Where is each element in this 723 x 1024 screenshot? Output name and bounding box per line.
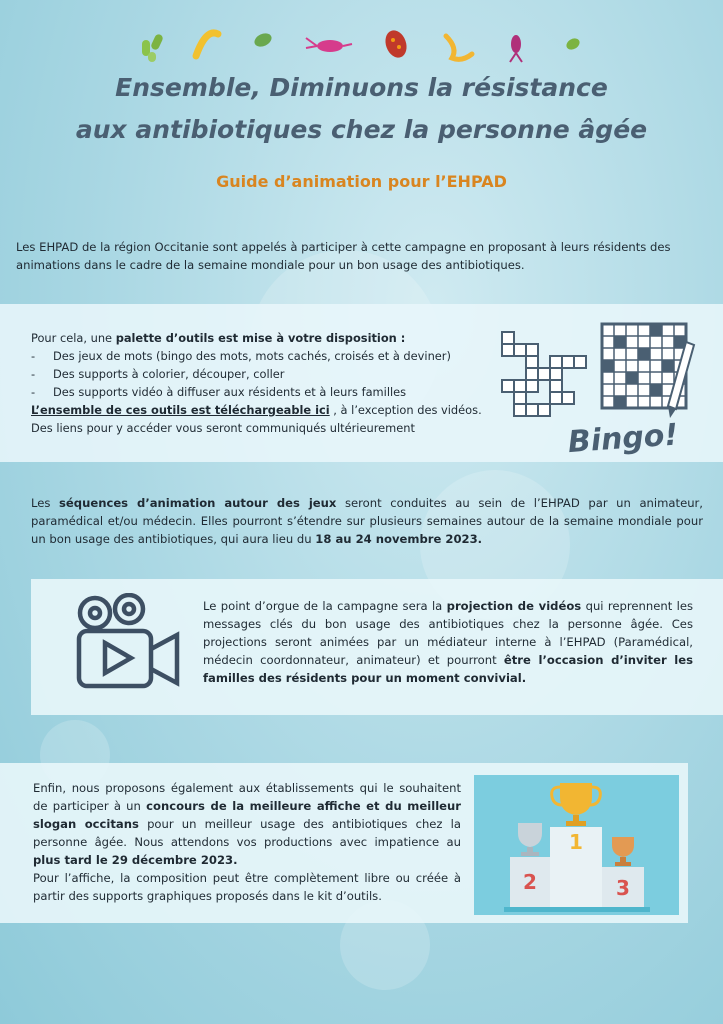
intro-paragraph: Les EHPAD de la région Occitanie sont appelés à participer à cette campagne en proposant à leurs résidents des animations dans le cadre de la semaine mondiale pour un bon usage des antibiotiques. [16,240,671,272]
bingo-label: Bingo! [566,417,680,461]
page-title-line1: Ensemble, Diminuons la résistance [115,73,608,102]
contest-text: Enfin, nous proposons également aux établissements qui le souhaitent de participer à un [33,781,461,813]
sequences-dates: 18 au 24 novembre 2023. [315,532,483,546]
tools-text [31,329,501,437]
red-virus-icon [382,27,410,60]
video-bold: projection de vidéos [446,599,582,613]
page-title-line2: aux antibiotiques chez la personne âgée [75,115,648,144]
download-line [31,401,501,419]
yellow-spirillum-icon [446,36,472,59]
tools-band [0,304,723,462]
sequences-text: Les [31,496,60,510]
tools-lead-bold: palette d’outils est mise à votre disposition : [115,331,406,345]
download-link[interactable]: L’ensemble de ces outils est téléchargeable ici [31,403,330,417]
download-suffix: , à l’exception des vidéos. [329,403,482,417]
green-cell-icon [564,36,581,52]
page-subtitle: Guide d’animation pour l’EHPAD [216,172,507,191]
sequences-text: seront conduites au sein de l’EHPAD par un animateur, paramédical et/ou médecin. Elles pourront s’étendre sur plusieurs semaines autour de la semaine mondiale pour un bon usage des antibiotiques, qui aura lieu du [31,496,703,546]
video-camera-icon [75,593,181,693]
tools-list-item: - Des supports vidéo à diffuser aux résidents et à leurs familles [31,383,501,401]
video-text: qui reprennent les messages clés du bon usage des antibiotiques chez la personne âgée. Ces projections seront animées par un médiateur interne à l’EHPAD (Paramédical, médecin coordonnateur, animateur) et pourront [203,599,693,667]
tools-lead-prefix: Pour cela, une [31,331,116,345]
second-place-number: 2 [523,870,537,894]
video-bold: être l’occasion d’inviter les familles des résidents pour un moment convivial. [203,653,693,685]
contest-paragraph [33,779,461,905]
pink-flagellate-icon [306,38,352,52]
sequences-bold: séquences d’animation autour des jeux [59,496,337,510]
third-place-number: 3 [616,876,630,900]
tools-list-item: - Des jeux de mots (bingo des mots, mots cachés, croisés et à deviner) [31,347,501,365]
contest-bold: concours de la meilleure affiche et du meilleur slogan occitans [33,799,462,831]
microbes-illustration [0,18,723,68]
green-microbe-icon [252,31,273,49]
tools-list [31,347,501,401]
crossword-small-icon [502,332,586,416]
word-games-illustration [498,322,713,462]
video-section [31,579,723,715]
sequences-paragraph [31,494,703,548]
video-paragraph [203,597,693,687]
magenta-microbe-icon [510,35,522,62]
links-note: Des liens pour y accéder vous seront communiqués ultérieurement [31,421,415,435]
tools-list-item: - Des supports à colorier, découper, coller [31,365,501,383]
video-text: Le point d’orgue de la campagne sera la [203,599,447,613]
contest-note: Pour l’affiche, la composition peut être complètement libre ou créée à partir des supports graphiques proposés dans le kit d’outils. [33,871,461,903]
podium-base [504,907,650,912]
contest-text: pour un meilleur usage des antibiotiques chez la personne âgée. Nous attendons vos productions avec impatience au [33,817,461,849]
first-place-number: 1 [569,830,583,854]
contest-deadline: plus tard le 29 décembre 2023. [33,853,238,867]
podium-illustration [474,775,679,915]
yellow-bacillus-icon [196,33,218,56]
tools-lead [31,329,501,347]
contest-section [0,763,688,923]
green-bacteria-cluster-icon [142,33,164,62]
